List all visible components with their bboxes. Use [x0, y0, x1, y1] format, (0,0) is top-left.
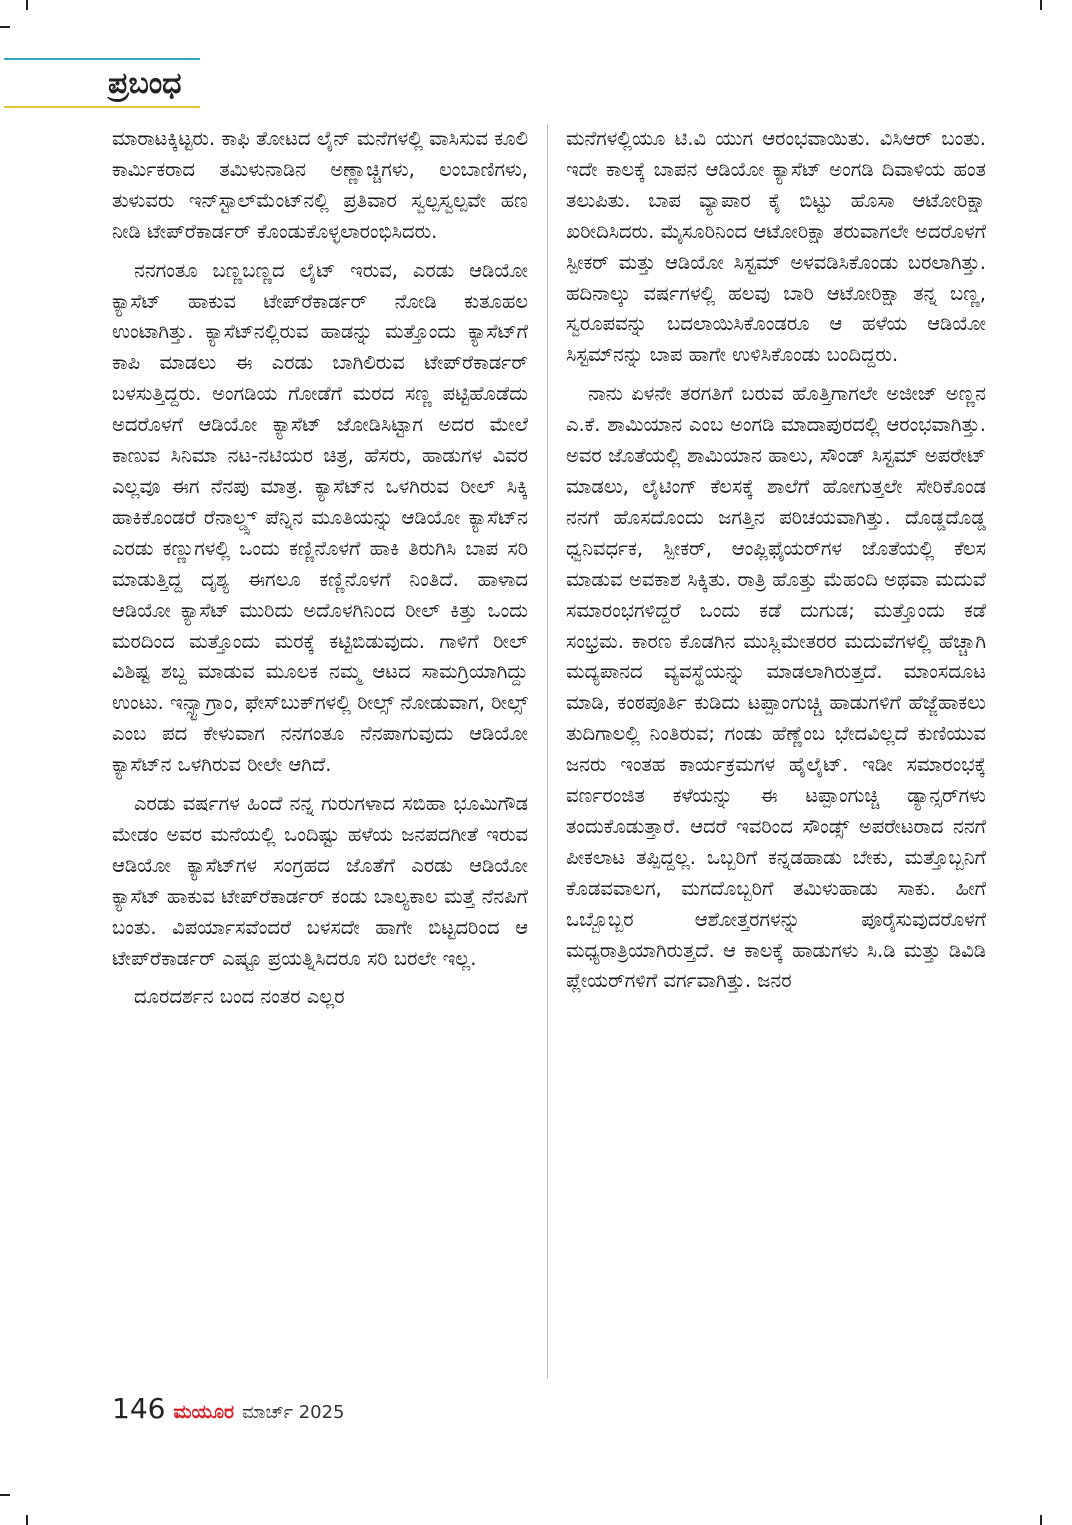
paragraph: ನನಗಂತೂ ಬಣ್ಣಬಣ್ಣದ ಲೈಟ್ ಇರುವ, ಎರಡು ಆಡಿಯೋ ಕ್ಯಾಸೆಟ್ ಹಾಕುವ ಟೇಪ್‌ರೆಕಾರ್ಡರ್ ನೋಡಿ ಕುತೂಹಲ ಉಂಟಾಗಿತ್ತು. ಕ್ಯಾಸೆಟ್‌ನಲ್ಲಿರುವ ಹಾಡನ್ನು ಮತ್ತೊಂದು ಕ್ಯಾಸೆಟ್‌ಗೆ ಕಾಪಿ ಮಾಡಲು ಈ ಎರಡು ಬಾಗಿಲಿರುವ ಟೇಪ್‌ರೆಕಾರ್ಡರ್ ಬಳಸುತ್ತಿದ್ದರು. ಅಂಗಡಿಯ ಗೋಡೆಗೆ ಮರದ ಸಣ್ಣ ಪಟ್ಟಿಹೊಡೆದು ಅದರೊಳಗೆ ಆಡಿಯೋ ಕ್ಯಾಸೆಟ್ ಜೋಡಿಸಿಟ್ಟಾಗ ಅದರ ಮೇಲೆ ಕಾಣುವ ಸಿನಿಮಾ ನಟ-ನಟಿಯರ ಚಿತ್ರ, ಹೆಸರು, ಹಾಡುಗಳ ವಿವರ ಎಲ್ಲವೂ ಈಗ ನೆನಪು ಮಾತ್ರ. ಕ್ಯಾಸೆಟ್‌ನ ಒಳಗಿರುವ ರೀಲ್ ಸಿಕ್ಕಿ ಹಾಕಿಕೊಂಡರೆ ರೆನಾಲ್ಡ್ಸ್ ಪೆನ್ನಿನ ಮೂತಿಯನ್ನು ಆಡಿಯೋ ಕ್ಯಾಸೆಟ್‌ನ ಎರಡು ಕಣ್ಣುಗಳಲ್ಲಿ ಒಂದು ಕಣ್ಣಿನೊಳಗೆ ಹಾಕಿ ತಿರುಗಿಸಿ ಬಾಪ ಸರಿ ಮಾಡುತ್ತಿದ್ದ ದೃಶ್ಯ ಈಗಲೂ ಕಣ್ಣಿನೊಳಗೆ ನಿಂತಿದೆ. ಹಾಳಾದ ಆಡಿಯೋ ಕ್ಯಾಸೆಟ್ ಮುರಿದು ಅದೊಳಗಿನಿಂದ ರೀಲ್ ಕಿತ್ತು ಒಂದು ಮರದಿಂದ ಮತ್ತೊಂದು ಮರಕ್ಕೆ ಕಟ್ಟಿಬಿಡುವುದು. ಗಾಳಿಗೆ ರೀಲ್ ವಿಶಿಷ್ಟ ಶಬ್ದ ಮಾಡುವ ಮೂಲಕ ನಮ್ಮ ಆಟದ ಸಾಮಗ್ರಿಯಾಗಿದ್ದು ಉಂಟು. ಇನ್ಸ್ಟಾಗ್ರಾಂ, ಫೇಸ್‌ಬುಕ್‌ಗಳಲ್ಲಿ ರೀಲ್ಸ್ ನೋಡುವಾಗ, ರೀಲ್ಸ್ ಎಂಬ ಪದ ಕೇಳುವಾಗ ನನಗಂತೂ ನೆನಪಾಗುವುದು ಆಡಿಯೋ ಕ್ಯಾಸೆಟ್‌ನ ಒಳಗಿರುವ ರೀಲೇ ಆಗಿದೆ.: [112, 258, 528, 777]
crop-mark-bottom-right: [1040, 1515, 1042, 1525]
paragraph: ನಾನು ಏಳನೇ ತರಗತಿಗೆ ಬರುವ ಹೊತ್ತಿಗಾಗಲೇ ಅಜೀಜ್ ಅಣ್ಣನ ಎ.ಕೆ. ಶಾಮಿಯಾನ ಎಂಬ ಅಂಗಡಿ ಮಾದಾಪುರದಲ್ಲಿ ಆರಂಭವಾಗಿತ್ತು. ಅವರ ಜೊತೆಯಲ್ಲಿ ಶಾಮಿಯಾನ ಹಾಲು, ಸೌಂಡ್ ಸಿಸ್ಟಮ್ ಅಪರೇಟ್ ಮಾಡಲು, ಲೈಟಿಂಗ್ ಕೆಲಸಕ್ಕೆ ಶಾಲೆಗೆ ಹೋಗುತ್ತಲೇ ಸೇರಿಕೊಂಡ ನನಗೆ ಹೊಸದೊಂದು ಜಗತ್ತಿನ ಪರಿಚಯವಾಗಿತ್ತು. ದೊಡ್ಡದೊಡ್ಡ ಧ್ವನಿವರ್ಧಕ, ಸ್ಪೀಕರ್, ಆಂಪ್ಲಿಫೈಯರ್‌ಗಳ ಜೊತೆಯಲ್ಲಿ ಕೆಲಸ ಮಾಡುವ ಅವಕಾಶ ಸಿಕ್ಕಿತು. ರಾತ್ರಿ ಹೊತ್ತು ಮೆಹಂದಿ ಅಥವಾ ಮದುವೆ ಸಮಾರಂಭಗಳಿದ್ದರೆ ಒಂದು ಕಡೆ ದುಗುಡ; ಮತ್ತೊಂದು ಕಡೆ ಸಂಭ್ರಮ. ಕಾರಣ ಕೊಡಗಿನ ಮುಸ್ಲಿಮೇತರರ ಮದುವೆಗಳಲ್ಲಿ ಹೆಚ್ಚಾಗಿ ಮದ್ಯಪಾನದ ವ್ಯವಸ್ಥೆಯನ್ನು ಮಾಡಲಾಗಿರುತ್ತದೆ. ಮಾಂಸದೂಟ ಮಾಡಿ, ಕಂಠಪೂರ್ತಿ ಕುಡಿದು ಟಪ್ಪಾಂಗುಚ್ಚಿ ಹಾಡುಗಳಿಗೆ ಹೆಜ್ಜೆಹಾಕಲು ತುದಿಗಾಲಲ್ಲಿ ನಿಂತಿರುವ; ಗಂಡು ಹೆಣ್ಣೆಂಬ ಭೇದವಿಲ್ಲದೆ ಕುಣಿಯುವ ಜನರು ಇಂತಹ ಕಾರ್ಯಕ್ರಮಗಳ ಹೈಲೈಟ್. ಇಡೀ ಸಮಾರಂಭಕ್ಕೆ ವರ್ಣರಂಜಿತ ಕಳೆಯನ್ನು ಈ ಟಪ್ಪಾಂಗುಚ್ಚಿ ಡ್ಯಾನ್ಸರ್‌ಗಳು ತಂದುಕೊಡುತ್ತಾರೆ. ಆದರೆ ಇವರಿಂದ ಸೌಂಡ್ಸ್ ಅಪರೇಟರಾದ ನನಗೆ ಪೀಕಲಾಟ ತಪ್ಪಿದ್ದಲ್ಲ. ಒಬ್ಬರಿಗೆ ಕನ್ನಡಹಾಡು ಬೇಕು, ಮತ್ತೊಬ್ಬನಿಗೆ ಕೊಡವವಾಲಗ, ಮಗದೊಬ್ಬರಿಗೆ ತಮಿಳುಹಾಡು ಸಾಕು. ಹೀಗೆ ಒಬ್ಬೊಬ್ಬರ ಆಶೋತ್ತರಗಳನ್ನು ಪೂರೈಸುವುದರೊಳಗೆ ಮಧ್ಯರಾತ್ರಿಯಾಗಿರುತ್ತದೆ. ಆ ಕಾಲಕ್ಕೆ ಹಾಡುಗಳು ಸಿ.ಡಿ ಮತ್ತು ಡಿವಿಡಿ ಪ್ಲೇಯರ್‌ಗಳಿಗೆ ವರ್ಗವಾಗಿತ್ತು. ಜನರ: [566, 382, 986, 993]
section-header: [0, 58, 205, 110]
section-rule-top: [4, 58, 200, 60]
paragraph: ದೂರದರ್ಶನ ಬಂದ ನಂತರ ಎಲ್ಲರ: [134, 985, 345, 1009]
column-divider: [547, 124, 548, 1379]
article-column-right: [566, 124, 986, 1005]
paragraph: ಎರಡು ವರ್ಷಗಳ ಹಿಂದೆ ನನ್ನ ಗುರುಗಳಾದ ಸಬಿಹಾ ಭೂಮಿಗೌಡ ಮೇಡಂ ಅವರ ಮನೆಯಲ್ಲಿ ಒಂದಿಷ್ಟು ಹಳೆಯ ಜನಪದಗೀತೆ ಇರುವ ಆಡಿಯೋ ಕ್ಯಾಸೆಟ್‌ಗಳ ಸಂಗ್ರಹದ ಜೊತೆಗೆ ಎರಡು ಆಡಿಯೋ ಕ್ಯಾಸೆಟ್ ಹಾಕುವ ಟೇಪ್‌ರೆಕಾರ್ಡರ್ ಕಂಡು ಬಾಲ್ಯಕಾಲ ಮತ್ತೆ ನೆನಪಿಗೆ ಬಂತು. ವಿಪರ್ಯಾಸವೆಂದರೆ ಬಳಸದೇ ಹಾಗೇ ಬಿಟ್ಟದರಿಂದ ಆ ಟೇಪ್‌ರೆಕಾರ್ಡರ್ ಎಷ್ಟೂ ಪ್ರಯತ್ನಿಸಿದರೂ ಸರಿ ಬರಲೇ ಇಲ್ಲ.: [112, 792, 528, 970]
crop-mark-left-upper: [0, 26, 10, 28]
section-title: ಪ್ರಬಂಧ: [108, 66, 182, 101]
magazine-logo: ಮಯೂರ: [173, 1401, 235, 1423]
paragraph: ಮನೆಗಳಲ್ಲಿಯೂ ಟಿ.ವಿ ಯುಗ ಆರಂಭವಾಯಿತು. ವಿಸಿಆರ್ ಬಂತು. ಇದೇ ಕಾಲಕ್ಕೆ ಬಾಪನ ಆಡಿಯೋ ಕ್ಯಾಸೆಟ್ ಅಂಗಡಿ ದಿವಾಳಿಯ ಹಂತ ತಲುಪಿತು. ಬಾಪ ವ್ಯಾಪಾರ ಕೈ ಬಿಟ್ಟು ಹೊಸಾ ಆಟೋರಿಕ್ಷಾ ಖರೀದಿಸಿದರು. ಮೈಸೂರಿನಿಂದ ಆಟೋರಿಕ್ಷಾ ತರುವಾಗಲೇ ಅದರೊಳಗೆ ಸ್ಪೀಕರ್ ಮತ್ತು ಆಡಿಯೋ ಸಿಸ್ಟಮ್ ಅಳವಡಿಸಿಕೊಂಡು ಬರಲಾಗಿತ್ತು. ಹದಿನಾಲ್ಕು ವರ್ಷಗಳಲ್ಲಿ ಹಲವು ಬಾರಿ ಆಟೋರಿಕ್ಷಾ ತನ್ನ ಬಣ್ಣ, ಸ್ವರೂಪವನ್ನು ಬದಲಾಯಿಸಿಕೊಂಡರೂ ಆ ಹಳೆಯ ಆಡಿಯೋ ಸಿಸ್ಟಮ್‌ನನ್ನು ಬಾಪ ಹಾಗೇ ಉಳಿಸಿಕೊಂಡು ಬಂದಿದ್ದರು.: [566, 127, 986, 367]
article-column-left: [112, 124, 528, 1021]
page-footer: [112, 1392, 345, 1426]
issue-date: ಮಾರ್ಚ್ 2025: [242, 1402, 345, 1423]
crop-mark-top-left: [26, 0, 28, 10]
crop-mark-left-lower: [0, 1494, 10, 1496]
section-rule-bottom: [4, 106, 200, 108]
crop-mark-bottom-left: [26, 1515, 28, 1525]
crop-mark-top-right: [1040, 0, 1042, 10]
page-number: 146: [112, 1392, 166, 1425]
paragraph: ಮಾರಾಟಕ್ಕಿಟ್ಟರು. ಕಾಫಿ ತೋಟದ ಲೈನ್ ಮನೆಗಳಲ್ಲಿ ವಾಸಿಸುವ ಕೂಲಿ ಕಾರ್ಮಿಕರಾದ ತಮಿಳುನಾಡಿನ ಅಣ್ಣಾಚ್ಚಿಗಳು, ಲಂಬಾಣಿಗಳು, ತುಳುವರು ಇನ್‌ಸ್ಟಾಲ್‌ಮೆಂಟ್‌ನಲ್ಲಿ ಪ್ರತಿವಾರ ಸ್ವಲ್ಪಸ್ವಲ್ಪವೇ ಹಣ ನೀಡಿ ಟೇಪ್‌ರೆಕಾರ್ಡರ್ ಕೊಂಡುಕೊಳ್ಳಲಾರಂಭಿಸಿದರು.: [112, 127, 528, 243]
